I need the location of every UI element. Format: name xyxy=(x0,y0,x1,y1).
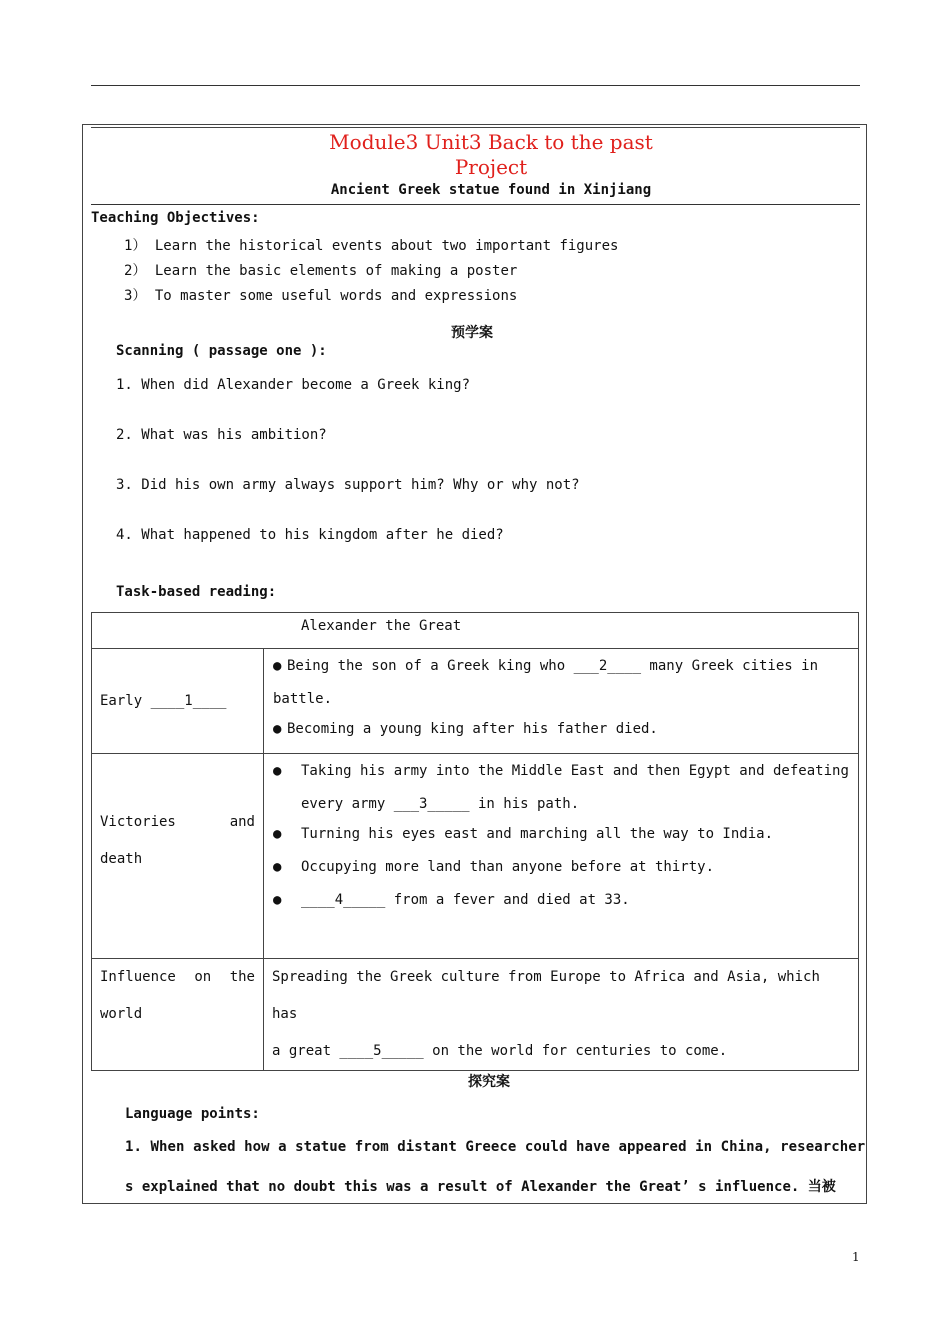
question: 1. When did Alexander become a Greek king? xyxy=(116,377,471,393)
frame-inner-rule xyxy=(91,127,860,128)
list-item: ● Taking his army into the Middle East and then Egypt and defeating xyxy=(264,755,858,788)
preview-heading: 预学案 xyxy=(451,325,493,341)
row1-content-cell xyxy=(264,649,859,754)
language-points-heading: Language points: xyxy=(125,1106,260,1122)
bullet: ● xyxy=(273,763,282,779)
objective-item xyxy=(124,235,618,255)
bullet: ● xyxy=(273,826,282,842)
list-item-cont: battle. xyxy=(273,691,333,707)
point1-line1: 1. When asked how a statue from distant Greece could have appeared in China, researcher xyxy=(125,1139,866,1155)
row1-label-cell xyxy=(92,649,264,754)
table-title-cell xyxy=(92,613,859,649)
row2-label-cell xyxy=(92,754,264,959)
table-row xyxy=(92,613,859,649)
objective-num: 2） xyxy=(124,263,147,279)
task-heading: Task-based reading: xyxy=(116,584,277,600)
objective-num: 1） xyxy=(124,238,147,254)
row3-content-cell xyxy=(264,959,859,1071)
row2-label-line2: death xyxy=(100,851,143,867)
row3-label-word: on xyxy=(194,969,212,985)
question: 4. What happened to his kingdom after he died? xyxy=(116,527,504,543)
title-line2: Project xyxy=(454,155,528,179)
table-title: Alexander the Great xyxy=(301,618,462,634)
row3-line1: Spreading the Greek culture from Europe to Africa and Asia, which has xyxy=(272,969,820,1022)
table-row xyxy=(92,649,859,754)
table-row xyxy=(92,754,859,959)
header-rule xyxy=(91,85,860,86)
list-item: ● Being the son of a Greek king who ___2____ many Greek cities in xyxy=(264,650,858,683)
row3-line2: a great ____5_____ on the world for centuries to come. xyxy=(272,1043,728,1059)
objective-text: To master some useful words and expressions xyxy=(154,288,518,304)
list-item-cont: every army ___3_____ in his path. xyxy=(301,796,580,812)
row3-label-word: Influence xyxy=(100,969,176,985)
list-item: ● Turning his eyes east and marching all the way to India. xyxy=(264,818,858,851)
objective-item xyxy=(124,285,517,305)
title-line1: Module3 Unit3 Back to the past xyxy=(329,130,653,154)
row3-label-line2: world xyxy=(100,1006,143,1022)
row2-content-cell xyxy=(264,754,859,959)
row1-label: Early ____1____ xyxy=(100,693,227,709)
bullet: ● xyxy=(273,721,282,737)
objective-item xyxy=(124,260,517,280)
question: 2. What was his ambition? xyxy=(116,427,327,443)
row3-label-word: the xyxy=(229,969,255,985)
subtitle: Ancient Greek statue found in Xinjiang xyxy=(330,182,652,198)
list-item: ● ____4_____ from a fever and died at 33. xyxy=(264,884,858,917)
row3-label-cell xyxy=(92,959,264,1071)
row2-label-word: Victories xyxy=(100,814,176,830)
objective-num: 3） xyxy=(124,288,147,304)
list-item: ● Occupying more land than anyone before at thirty. xyxy=(264,851,858,884)
list-item: ● Becoming a young king after his father died. xyxy=(264,713,858,746)
bullet: ● xyxy=(273,892,282,908)
question: 3. Did his own army always support him? Why or why not? xyxy=(116,477,580,493)
page-number: 1 xyxy=(852,1250,860,1264)
scanning-heading: Scanning ( passage one ): xyxy=(116,343,327,359)
explore-heading: 探究案 xyxy=(468,1074,510,1090)
objectives-heading: Teaching Objectives: xyxy=(91,210,260,226)
subtitle-rule xyxy=(91,204,860,205)
objective-text: Learn the basic elements of making a poster xyxy=(154,263,518,279)
bullet: ● xyxy=(273,859,282,875)
table-row xyxy=(92,959,859,1071)
task-table xyxy=(91,612,859,1071)
bullet: ● xyxy=(273,658,282,674)
row2-label-word: and xyxy=(229,814,255,830)
point1-line2: s explained that no doubt this was a result of Alexander the Great’ s influence. 当被 xyxy=(125,1179,836,1195)
objective-text: Learn the historical events about two important figures xyxy=(154,238,619,254)
